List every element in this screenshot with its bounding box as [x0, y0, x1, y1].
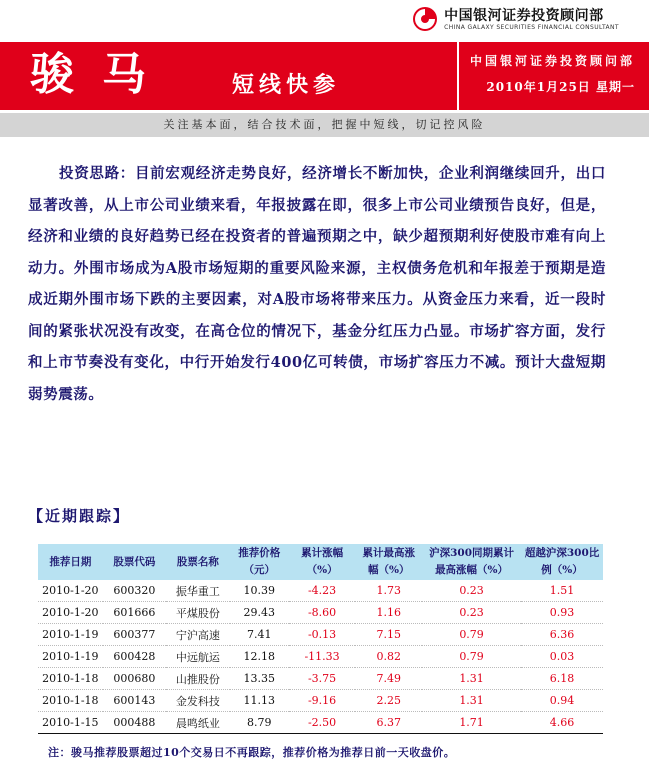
cell-name: 山推股份 [166, 668, 230, 690]
cell-cum-change: -0.13 [289, 624, 356, 646]
col-header: 股票代码 [103, 544, 166, 580]
table-row [38, 580, 603, 602]
cell-name: 振华重工 [166, 580, 230, 602]
tracking-table [38, 544, 603, 734]
col-header: 股票名称 [166, 544, 230, 580]
table-row [38, 646, 603, 668]
table-row [38, 668, 603, 690]
motto-strip: 关注基本面，结合技术面，把握中短线，切记控风险 [0, 113, 649, 137]
report-date: 2010年1月25日 星期一 [486, 80, 635, 94]
cell-code: 600428 [103, 646, 166, 668]
cell-price: 7.41 [230, 624, 289, 646]
cell-hs300-high: 1.31 [422, 668, 521, 690]
cell-code: 600377 [103, 624, 166, 646]
cell-hs300-high: 0.23 [422, 580, 521, 602]
cell-cum-high: 7.15 [355, 624, 422, 646]
cell-name: 晨鸣纸业 [166, 712, 230, 734]
cell-excess: 6.18 [521, 668, 603, 690]
cell-date: 2010-1-20 [38, 580, 103, 602]
cell-name: 金发科技 [166, 690, 230, 712]
cell-price: 12.18 [230, 646, 289, 668]
col-header: 推荐日期 [38, 544, 103, 580]
col-header: 超越沪深300比例（%） [521, 544, 603, 580]
table-row [38, 624, 603, 646]
cell-price: 8.79 [230, 712, 289, 734]
thesis-text: 目前宏观经济走势良好，经济增长不断加快，企业利润继续回升，出口显著改善，从上市公司业绩来看，年报披露在即，很多上市公司业绩预告良好，但是，经济和业绩的良好趋势已经在投资者的普遍预期之中，缺少超预期利好使股市难有向上动力。外围市场成为A股市场短期的重要风险来源，主权债务危机和年报差于预期是造成近期外围市场下跌的主要因素，对A股市场将带来压力。从资金压力来看，近一段时间的紧张状况没有改变，在高仓位的情况下，基金分红压力凸显。市场扩容方面，发行和上市节奏没有变化，中行开始发行400亿可转债，市场扩容压力不减。预计大盘短期弱势震荡。 [28, 165, 606, 403]
cell-date: 2010-1-15 [38, 712, 103, 734]
cell-date: 2010-1-18 [38, 690, 103, 712]
cell-price: 10.39 [230, 580, 289, 602]
table-row [38, 602, 603, 624]
report-subtitle: 短线快参 [232, 72, 341, 98]
cell-excess: 0.94 [521, 690, 603, 712]
cell-cum-high: 7.49 [355, 668, 422, 690]
col-header: 累计最高涨幅（%） [355, 544, 422, 580]
cell-date: 2010-1-19 [38, 646, 103, 668]
cell-hs300-high: 0.79 [422, 624, 521, 646]
section-title-tracking: 【近期跟踪】 [28, 507, 131, 525]
cell-price: 13.35 [230, 668, 289, 690]
cell-cum-change: -9.16 [289, 690, 356, 712]
cell-cum-high: 0.82 [355, 646, 422, 668]
brand-name-cn: 中国银河证券投资顾问部 [444, 7, 604, 24]
cell-cum-high: 1.73 [355, 580, 422, 602]
footnote: 注：骏马推荐股票超过10个交易日不再跟踪，推荐价格为推荐日前一天收盘价。 [48, 746, 456, 759]
cell-name: 中远航运 [166, 646, 230, 668]
col-header: 累计涨幅（%） [289, 544, 356, 580]
table-row [38, 712, 603, 734]
thesis-lead: 投资思路： [59, 165, 135, 182]
report-banner [0, 42, 649, 110]
col-header: 推荐价格（元） [230, 544, 289, 580]
cell-cum-change: -11.33 [289, 646, 356, 668]
cell-hs300-high: 1.71 [422, 712, 521, 734]
cell-code: 600143 [103, 690, 166, 712]
cell-code: 601666 [103, 602, 166, 624]
cell-name: 宁沪高速 [166, 624, 230, 646]
cell-cum-change: -8.60 [289, 602, 356, 624]
cell-name: 平煤股份 [166, 602, 230, 624]
cell-cum-change: -2.50 [289, 712, 356, 734]
cell-excess: 0.03 [521, 646, 603, 668]
cell-date: 2010-1-19 [38, 624, 103, 646]
cell-cum-change: -4.23 [289, 580, 356, 602]
cell-cum-high: 6.37 [355, 712, 422, 734]
galaxy-logo-icon [412, 6, 438, 32]
brand-name-en: CHINA GALAXY SECURITIES FINANCIAL CONSULTANT [444, 23, 619, 31]
report-title: 骏马 [30, 49, 174, 100]
col-header: 沪深300同期累计最高涨幅（%） [422, 544, 521, 580]
cell-excess: 6.36 [521, 624, 603, 646]
cell-cum-high: 2.25 [355, 690, 422, 712]
cell-cum-change: -3.75 [289, 668, 356, 690]
cell-date: 2010-1-20 [38, 602, 103, 624]
cell-cum-high: 1.16 [355, 602, 422, 624]
brand-header [412, 4, 619, 34]
cell-code: 600320 [103, 580, 166, 602]
banner-info-panel [457, 42, 649, 110]
cell-excess: 0.93 [521, 602, 603, 624]
cell-price: 29.43 [230, 602, 289, 624]
cell-date: 2010-1-18 [38, 668, 103, 690]
cell-price: 11.13 [230, 690, 289, 712]
cell-hs300-high: 0.79 [422, 646, 521, 668]
cell-hs300-high: 0.23 [422, 602, 521, 624]
banner-firm: 中国银河证券投资顾问部 [469, 54, 635, 68]
table-row [38, 690, 603, 712]
cell-hs300-high: 1.31 [422, 690, 521, 712]
table-header-row [38, 544, 603, 580]
cell-code: 000680 [103, 668, 166, 690]
cell-excess: 1.51 [521, 580, 603, 602]
investment-thesis [28, 158, 606, 410]
cell-excess: 4.66 [521, 712, 603, 734]
cell-code: 000488 [103, 712, 166, 734]
